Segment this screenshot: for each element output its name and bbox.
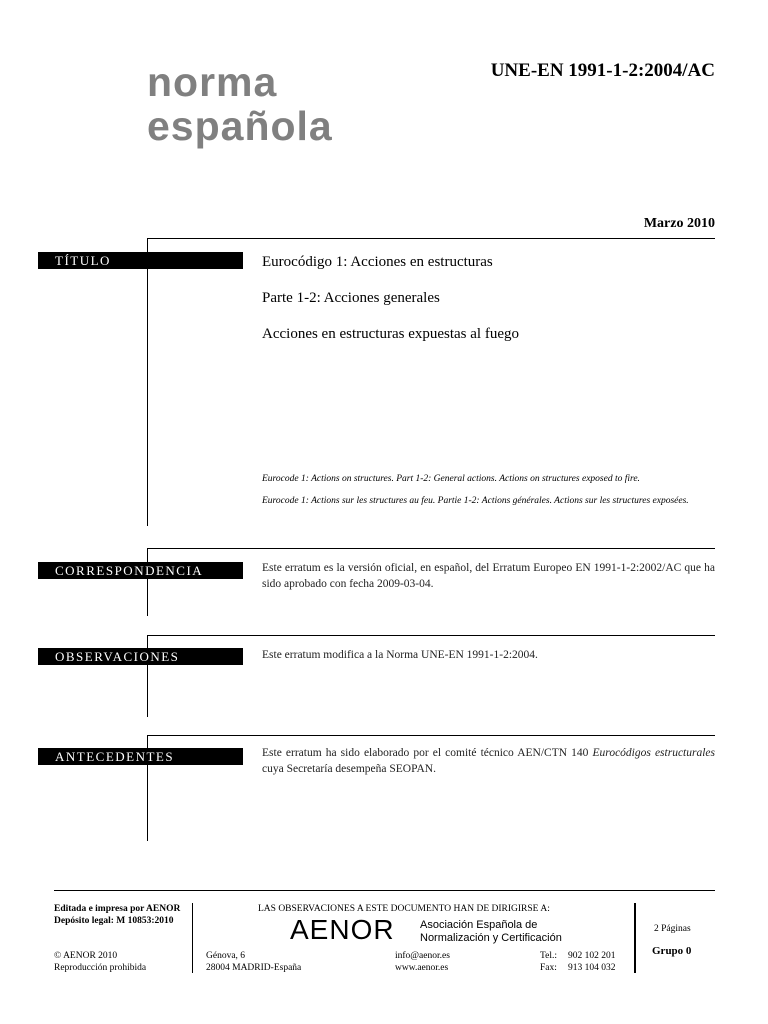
legal-deposit: Depósito legal: M 10853:2010 (54, 916, 174, 926)
email-link[interactable]: info@aenor.es (395, 951, 450, 961)
publication-date: Marzo 2010 (643, 216, 715, 231)
observaciones-top-rule (147, 635, 715, 636)
correspondencia-text: Este erratum es la versión oficial, en español, del Erratum Europeo EN 1991-1-2:2002/AC que ha sido aprobado con fecha 2009-03-04. (262, 562, 715, 590)
antecedentes-top-rule (147, 735, 715, 736)
tel-label: Tel.: (540, 951, 558, 961)
title-line-3: Acciones en estructuras expuestas al fuego (262, 326, 519, 342)
correspondencia-label: CORRESPONDENCIA (38, 562, 243, 579)
price-group: Grupo 0 (652, 945, 692, 957)
footer-divider-left (192, 903, 193, 973)
footer-rule (54, 890, 715, 891)
org-line-1: Asociación Española de (420, 919, 538, 931)
titulo-left-rule (147, 238, 148, 526)
aenor-org-name (420, 919, 562, 945)
antecedentes-text (262, 745, 715, 777)
titulo-top-rule (147, 238, 715, 239)
standard-code: UNE-EN 1991-1-2:2004/AC (490, 60, 715, 81)
page-count: 2 Páginas (654, 924, 691, 934)
street-address: Génova, 6 (206, 951, 246, 961)
title-line-1: Eurocódigo 1: Acciones en estructuras (262, 254, 493, 270)
web-link[interactable]: www.aenor.es (395, 963, 449, 973)
correspondencia-top-rule (147, 548, 715, 549)
edited-by: Editada e impresa por AENOR (54, 904, 181, 914)
city-address: 28004 MADRID-España (206, 963, 302, 973)
footer-divider-right (634, 903, 636, 973)
antecedentes-text-italic: Eurocódigos estructurales (592, 747, 715, 759)
fax-label: Fax: (540, 963, 557, 973)
brand-line-2: española (147, 103, 333, 149)
copyright: © AENOR 2010 (54, 951, 118, 961)
observaciones-text: Este erratum modifica a la Norma UNE-EN 1991-1-2:2004. (262, 649, 538, 661)
titulo-label: TÍTULO (38, 252, 243, 269)
aenor-logo: AENOR (290, 914, 395, 945)
correspondencia-left-rule (147, 548, 148, 616)
observations-notice: LAS OBSERVACIONES A ESTE DOCUMENTO HAN DE DIRIGIRSE A: (258, 904, 550, 914)
antecedentes-text-start: Este erratum ha sido elaborado por el comité técnico AEN/CTN 140 (262, 747, 593, 759)
brand-line-1: norma (147, 59, 278, 105)
antecedentes-text-end: cuya Secretaría desempeña SEOPAN. (262, 763, 436, 775)
title-french: Eurocode 1: Actions sur les structures au feu. Partie 1-2: Actions générales. Actions sur les structures exposées. (262, 496, 689, 506)
brand-title (147, 60, 333, 148)
antecedentes-label: ANTECEDENTES (38, 748, 243, 765)
observaciones-label: OBSERVACIONES (38, 648, 243, 665)
fax-number: 913 104 032 (568, 963, 616, 973)
title-english: Eurocode 1: Actions on structures. Part 1-2: General actions. Actions on structures exposed to fire. (262, 474, 640, 484)
tel-number: 902 102 201 (568, 951, 616, 961)
title-line-2: Parte 1-2: Acciones generales (262, 290, 440, 306)
org-line-2: Normalización y Certificación (420, 932, 562, 944)
reproduction-notice: Reproducción prohibida (54, 963, 147, 973)
